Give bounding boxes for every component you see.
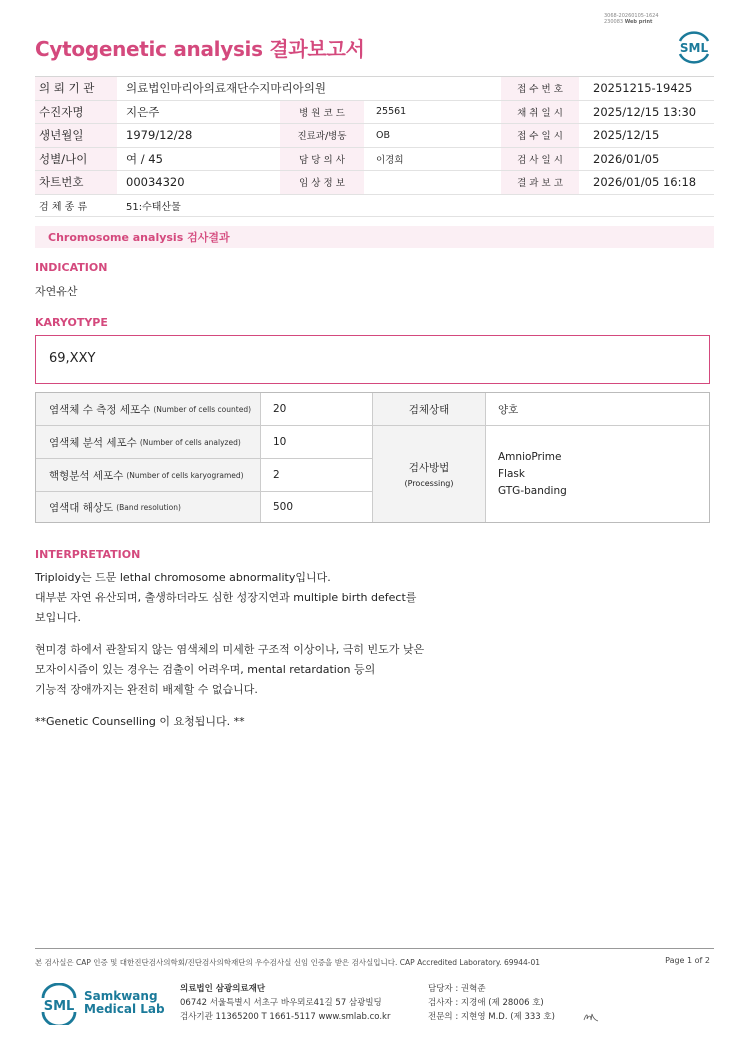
logo-text: SML [679,41,709,55]
clinical-value [364,171,501,194]
cells-karyogramed-label [36,459,260,491]
interpretation-line: 현미경 하에서 관찰되지 않는 염색체의 미세한 구조적 이상이나, 극히 빈도가 낮은 [35,643,425,656]
specimen-status-label: 검체상태 [373,393,485,425]
info-row [35,124,714,148]
staff-line: 검사자 : 지경애 (제 28006 호) [428,998,544,1008]
cells-counted-label-en: (Number of cells counted) [153,404,252,414]
info-row [35,101,714,125]
doctor-value: 이경희 [376,154,404,166]
divider [372,393,373,522]
page-number: Page 1 of 2 [665,956,710,965]
karyotype-value: 69,XXY [49,351,96,366]
institution-label: 의 뢰 기 관 [35,77,117,100]
organization-info [180,982,390,1024]
divider [36,425,709,426]
info-row [35,195,714,217]
cells-analyzed-label-ko: 염색체 분석 세포수 [49,436,137,449]
institution-value: 의료법인마리아의료재단수지마리아의원 [126,81,326,96]
hospital-code-value: 25561 [376,106,407,118]
patient-info-table [35,76,714,217]
interpretation-heading: INTERPRETATION [35,548,141,561]
section-title: Chromosome analysis 검사결과 [35,226,714,248]
cells-karyogramed-label-en: (Number of cells karyogramed) [126,470,244,480]
cells-analyzed-label-en: (Number of cells analyzed) [139,437,241,447]
receipt-no-label: 접 수 번 호 [501,77,579,100]
cells-karyogramed-label-ko: 핵형분석 세포수 [49,469,124,482]
cells-karyogramed-value: 2 [273,469,280,481]
processing-value [498,426,567,522]
received-value: 2025/12/15 [593,128,660,143]
exam-label: 검 사 일 시 [501,148,579,171]
karyotype-box [35,335,710,384]
org-name: 의료법인 삼광의료재단 [180,984,266,994]
divider [485,393,486,522]
staff-line: 담당자 : 권혁준 [428,984,486,994]
processing-line: Flask [498,467,525,480]
interpretation-line: 보입니다. [35,611,82,624]
band-resolution-label-ko: 염색대 해상도 [49,501,114,514]
brand-line1: Samkwang [84,989,158,1003]
divider [36,458,372,459]
specimen-status-value: 양호 [498,403,519,416]
band-resolution-label [36,492,260,522]
dept-label: 진료과/병동 [280,124,364,147]
footer-divider [35,948,714,949]
sml-logo-icon [674,27,714,65]
chart-value: 00034320 [126,175,185,190]
org-address: 06742 서울특별시 서초구 바우뫼로41길 57 삼광빌딩 [180,998,382,1008]
print-id-line2: 230083 [604,19,624,25]
cells-counted-label-ko: 염색체 수 측정 세포수 [49,403,151,416]
indication-heading: INDICATION [35,261,108,274]
info-row [35,77,714,101]
indication-text: 자연유산 [35,285,78,298]
karyotype-heading: KARYOTYPE [35,316,108,329]
staff-info [428,982,555,1024]
divider [36,491,372,492]
collection-value: 2025/12/15 13:30 [593,104,697,119]
interpretation-text [35,568,455,744]
sex-age-value: 여 / 45 [126,151,163,166]
band-resolution-label-en: (Band resolution) [116,502,181,512]
cells-analyzed-label [36,426,260,458]
info-row [35,148,714,172]
interpretation-line: 대부분 자연 유산되며, 출생하더라도 심한 성장지연과 multiple birth defect를 [35,591,417,604]
accreditation-note: 본 검사실은 CAP 인증 및 대한진단검사의학회/진단검사의학재단의 우수검사실 신임 인증을 받은 검사실입니다. CAP Accredited Laboratory. 69944-01 [35,958,541,967]
print-id [604,13,659,25]
patient-label: 수진자명 [35,101,117,124]
org-contact: 검사기관 11365200 T 1661-5117 www.smlab.co.kr [180,1012,391,1022]
processing-label [373,426,485,522]
print-label: Web print [624,19,653,25]
processing-line: GTG-banding [498,484,567,497]
interpretation-line: Triploidy는 드문 lethal chromosome abnormality입니다. [35,571,331,584]
staff-line: 전문의 : 지현영 M.D. (제 333 호) [428,1012,555,1022]
cells-counted-value: 20 [273,403,287,415]
received-label: 접 수 일 시 [501,124,579,147]
hospital-code-label: 병 원 코 드 [280,101,364,124]
receipt-no-value: 20251215-19425 [593,81,693,96]
processing-line: AmnioPrime [498,450,562,463]
doctor-label: 담 당 의 사 [280,148,364,171]
genetic-counselling-note: **Genetic Counselling 이 요청됩니다. ** [35,715,245,728]
interpretation-line: 기능적 장애까지는 완전히 배제할 수 없습니다. [35,683,258,696]
patient-value: 지은주 [126,104,160,119]
info-row [35,171,714,195]
exam-value: 2026/01/05 [593,151,660,166]
band-resolution-value: 500 [273,501,294,513]
dob-value: 1979/12/28 [126,128,193,143]
chart-label: 차트번호 [35,171,117,194]
specimen-label: 검 체 종 류 [39,201,88,213]
specimen-value: 51:수태산물 [126,201,181,213]
cells-analyzed-value: 10 [273,436,287,448]
sex-age-label: 성별/나이 [35,148,117,171]
interpretation-line: 모자이시즘이 있는 경우는 검출이 어려우며, mental retardation 등의 [35,663,376,676]
print-id-line1: 3068-20260105-1624 [604,13,659,19]
signature-icon [582,1010,600,1024]
dept-value: OB [376,129,390,141]
sml-logo-icon [37,983,81,1025]
page-title: Cytogenetic analysis 결과보고서 [35,37,365,61]
cells-table [35,392,710,523]
report-label: 결 과 보 고 [501,171,579,194]
brand-line2: Medical Lab [84,1002,165,1016]
clinical-label: 임 상 정 보 [280,171,364,194]
brand-name [84,990,165,1016]
processing-label-en: (Processing) [404,479,454,488]
logo-text: SML [43,999,75,1014]
dob-label: 생년월일 [35,124,117,147]
report-value: 2026/01/05 16:18 [593,175,697,190]
collection-label: 채 취 일 시 [501,101,579,124]
processing-label-ko: 검사방법 [408,462,450,474]
cells-counted-label [36,393,260,425]
